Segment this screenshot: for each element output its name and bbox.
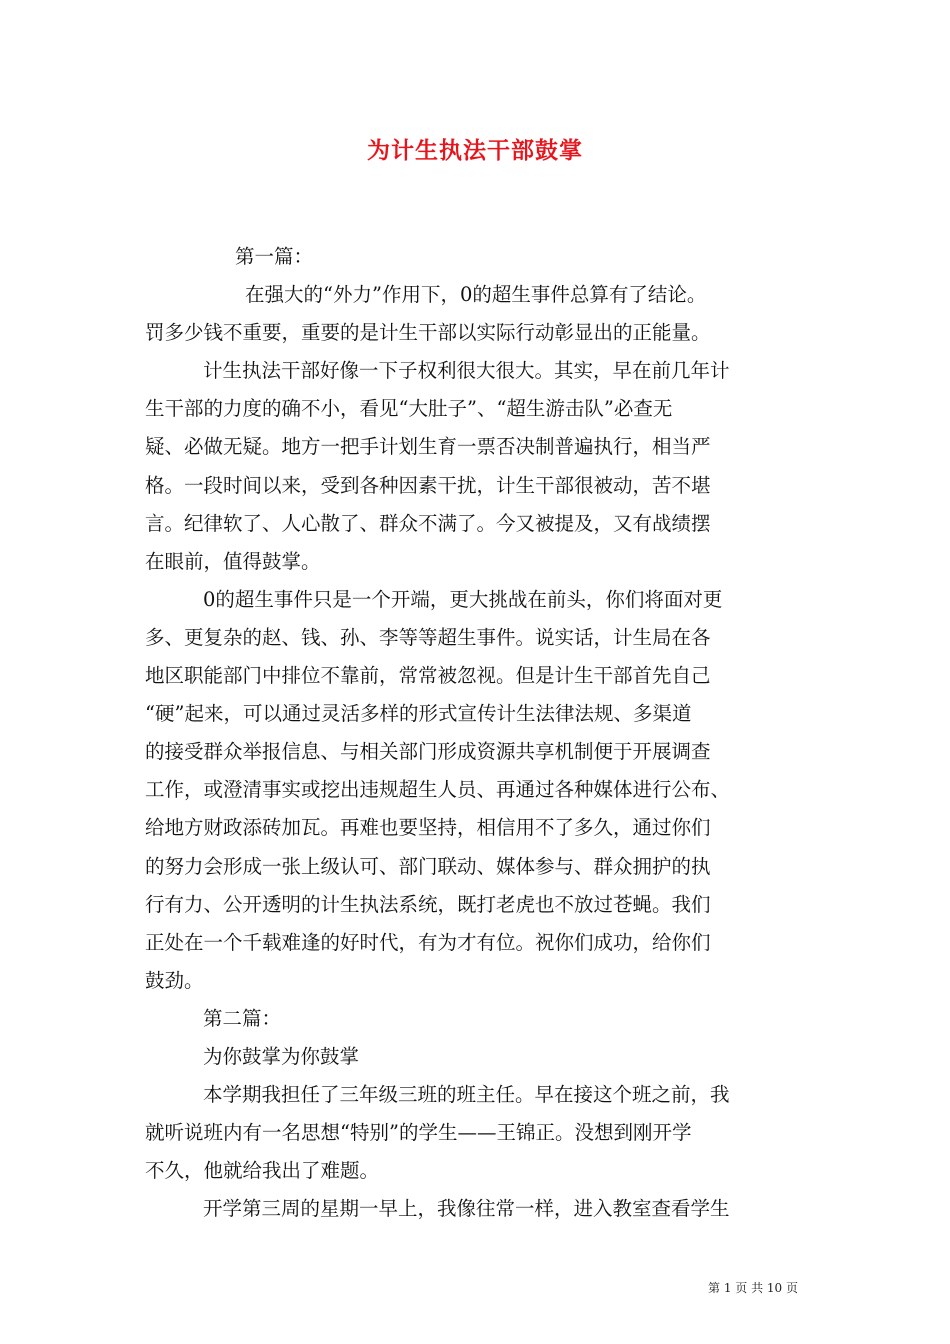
document-body — [145, 238, 809, 1228]
page-number: 第 1 页 共 10 页 — [708, 1281, 798, 1295]
paragraph-line: 的努力会形成一张上级认可、部门联动、媒体参与、群众拥护的执 — [145, 854, 711, 878]
section-subtitle: 为你鼓掌为你鼓掌 — [203, 1044, 360, 1068]
paragraph-line: 鼓劲。 — [145, 968, 204, 992]
section-heading: 第一篇： — [235, 245, 314, 268]
paragraph-line: 开学第三周的星期一早上，我像往常一样，进入教室查看学生 — [203, 1197, 730, 1221]
paragraph-line: 工作，或澄清事实或挖出违规超生人员、再通过各种媒体进行公布、 — [145, 778, 731, 802]
paragraph-line: 给地方财政添砖加瓦。再难也要坚持，相信用不了多久，通过你们 — [145, 816, 711, 840]
paragraph-line: 多、更复杂的赵、钱、孙、李等等超生事件。说实话，计生局在各 — [145, 625, 711, 649]
paragraph-line: 生干部的力度的确不小，看见“大肚子”、“超生游击队”必查无 — [145, 397, 673, 421]
paragraph-line: 计生执法干部好像一下子权利很大很大。其实，早在前几年计 — [203, 359, 730, 383]
paragraph-line: 就听说班内有一名思想“特别”的学生——王锦正。没想到刚开学 — [145, 1121, 692, 1145]
paragraph-line: “硬”起来，可以通过灵活多样的形式宣传计生法律法规、多渠道 — [145, 702, 692, 726]
paragraph-line: 地区职能部门中排位不靠前，常常被忽视。但是计生干部首先自己 — [145, 664, 711, 688]
paragraph-line: 0的超生事件只是一个开端，更大挑战在前头，你们将面对更 — [203, 587, 723, 611]
paragraph-line: 格。一段时间以来，受到各种因素干扰，计生干部很被动，苦不堪 — [145, 473, 711, 497]
paragraph-line: 罚多少钱不重要，重要的是计生干部以实际行动彰显出的正能量。 — [145, 321, 711, 345]
paragraph-line: 疑、必做无疑。地方一把手计划生育一票否决制普遍执行，相当严 — [145, 435, 711, 459]
paragraph-line: 的接受群众举报信息、与相关部门形成资源共享机制便于开展调查 — [145, 740, 711, 764]
document-title: 为计生执法干部鼓掌 — [367, 137, 583, 164]
paragraph-line: 正处在一个千载难逢的好时代，有为才有位。祝你们成功，给你们 — [145, 930, 711, 954]
section-heading: 第二篇： — [203, 1006, 282, 1030]
paragraph-line: 本学期我担任了三年级三班的班主任。早在接这个班之前，我 — [203, 1083, 730, 1107]
paragraph-line: 在强大的“外力”作用下，0的超生事件总算有了结论。 — [245, 283, 707, 307]
paragraph-line: 言。纪律软了、人心散了、群众不满了。今又被提及，又有战绩摆 — [145, 511, 711, 535]
paragraph-line: 在眼前，值得鼓掌。 — [145, 549, 321, 573]
paragraph-line: 不久，他就给我出了难题。 — [145, 1159, 380, 1183]
paragraph-line: 行有力、公开透明的计生执法系统，既打老虎也不放过苍蝇。我们 — [145, 892, 711, 916]
